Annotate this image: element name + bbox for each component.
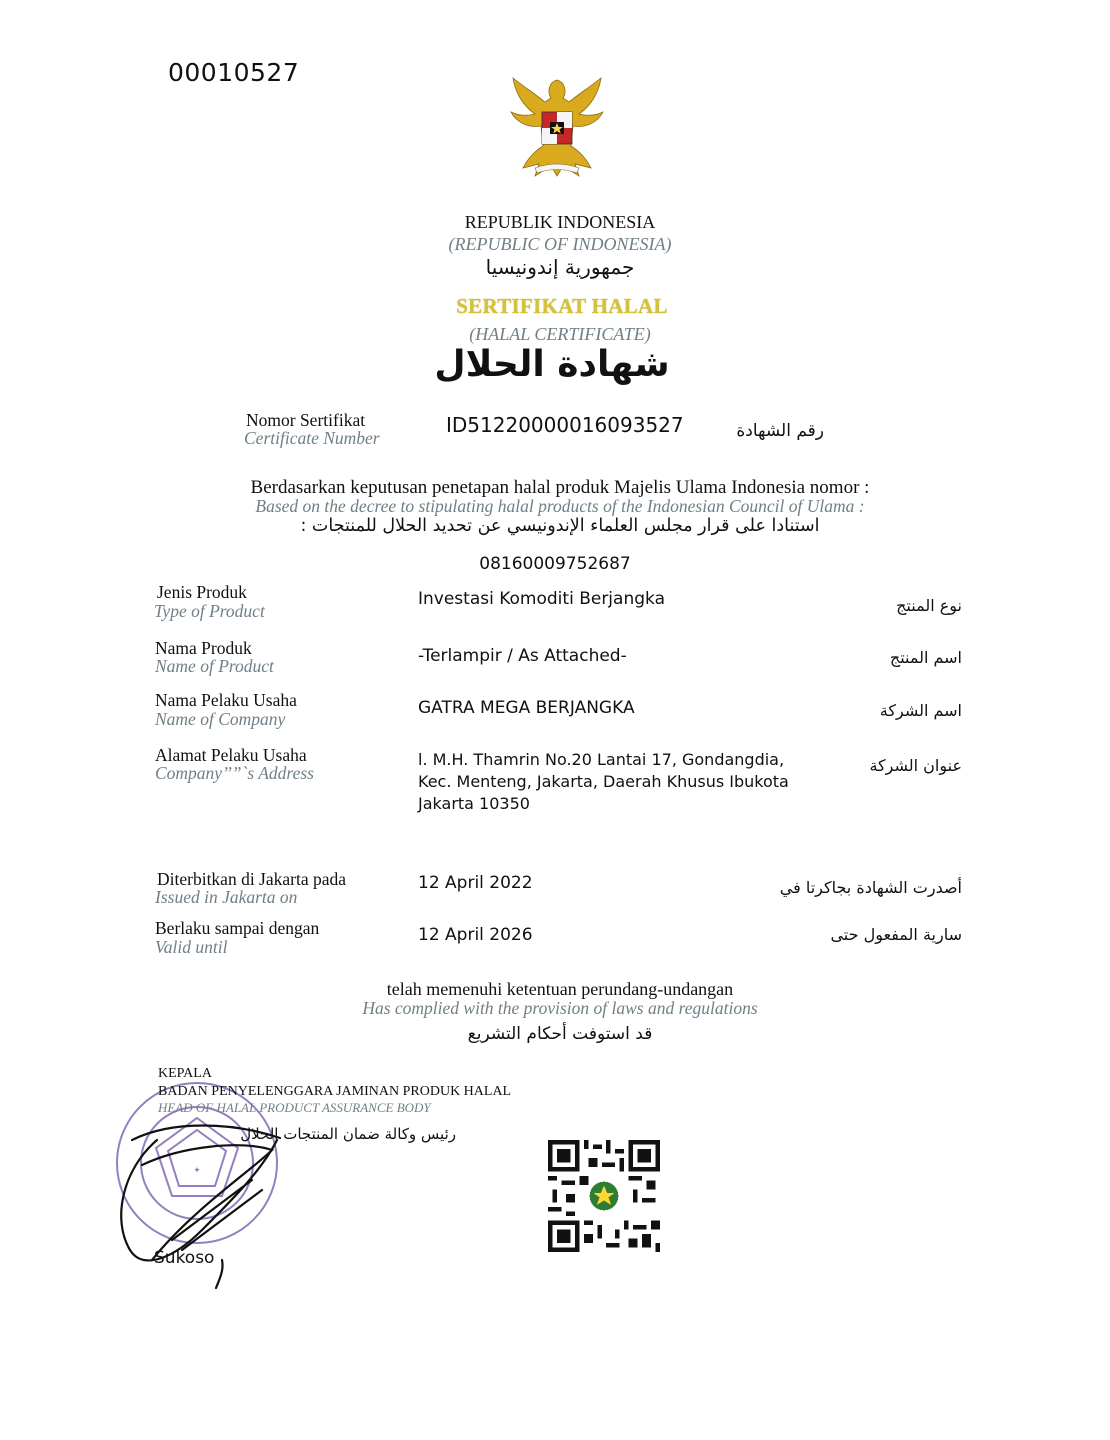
decree-number: 08160009752687 [479,554,631,574]
company-address-label-en: Company’’”`s Address [155,763,314,783]
company-address-label-id: Alamat Pelaku Usaha [155,745,307,765]
valid-label-id: Berlaku sampai dengan [155,918,320,938]
signatory-title-1: KEPALA [158,1066,212,1081]
product-name-label-ar: اسم المنتج [889,648,962,667]
valid-label-en: Valid until [155,937,228,957]
product-type-label-en: Type of Product [154,601,265,621]
valid-label-ar: سارية المفعول حتى [830,925,962,944]
certificate-number-value: ID51220000016093527 [446,413,684,437]
product-type-label-id: Jenis Produk [157,582,247,602]
product-type-value: Investasi Komoditi Berjangka [418,589,665,609]
compliance-text-id: telah memenuhi ketentuan perundang-undangan [386,979,734,999]
decree-text-en: Based on the decree to stipulating halal products of the Indonesian Council of Ulama : [255,496,865,516]
country-name-en: (REPUBLIC OF INDONESIA) [448,234,672,254]
company-name-label-ar: اسم الشركة [879,701,962,720]
company-address-value: l. M.H. Thamrin No.20 Lantai 17, Gondangdia, Kec. Menteng, Jakarta, Daerah Khusus Ibukota Jakarta 10350 [418,750,789,813]
product-name-value: -Terlampir / As Attached- [418,646,627,666]
signatory-title-2: BADAN PENYELENGGARA JAMINAN PRODUK HALAL [158,1084,512,1099]
signatory-title-ar: رئيس وكالة ضمان المنتجات الحلال [240,1125,456,1143]
issued-label-id: Diterbitkan di Jakarta pada [157,869,347,889]
certificate-title-en: (HALAL CERTIFICATE) [469,324,651,344]
decree-text-ar: استنادا على قرار مجلس العلماء الإندونيسي عن تحديد الحلال للمنتجات : [300,516,820,536]
garuda-emblem-icon [505,72,609,182]
svg-text:✦: ✦ [193,1166,201,1176]
product-type-label-ar: نوع المنتج [896,596,962,615]
certificate-title-id: SERTIFIKAT HALAL [456,294,668,318]
certificate-number-label-en: Certificate Number [244,428,380,448]
product-name-label-id: Nama Produk [155,638,252,658]
qr-code-icon[interactable] [548,1140,660,1252]
certificate-number-label-ar: رقم الشهادة [736,421,824,441]
certificate-number-label-id: Nomor Sertifikat [246,410,366,430]
issued-date-value: 12 April 2022 [418,873,533,893]
company-name-value: GATRA MEGA BERJANGKA [418,698,635,718]
company-name-label-id: Nama Pelaku Usaha [155,690,297,710]
decree-text-id: Berdasarkan keputusan penetapan halal produk Majelis Ulama Indonesia nomor : [250,477,870,498]
certificate-title-ar: شهادة الحلال [434,344,670,385]
valid-until-value: 12 April 2026 [418,925,533,945]
compliance-text-en: Has complied with the provision of laws and regulations [362,998,758,1018]
certificate-serial-number: 00010527 [168,58,300,87]
signatory-name: Sukoso [154,1248,215,1268]
issued-label-en: Issued in Jakarta on [155,887,298,907]
signatory-title-en: HEAD OF HALAL PRODUCT ASSURANCE BODY [158,1100,431,1115]
compliance-text-ar: قد استوفت أحكام التشريع [467,1024,653,1044]
company-address-label-ar: عنوان الشركة [869,756,962,775]
country-name-ar: جمهورية إندونيسيا [485,255,635,279]
issued-label-ar: أصدرت الشهادة بجاكرتا في [779,878,962,897]
product-name-label-en: Name of Product [155,656,274,676]
company-name-label-en: Name of Company [155,709,286,729]
country-name-id: REPUBLIK INDONESIA [464,212,656,232]
